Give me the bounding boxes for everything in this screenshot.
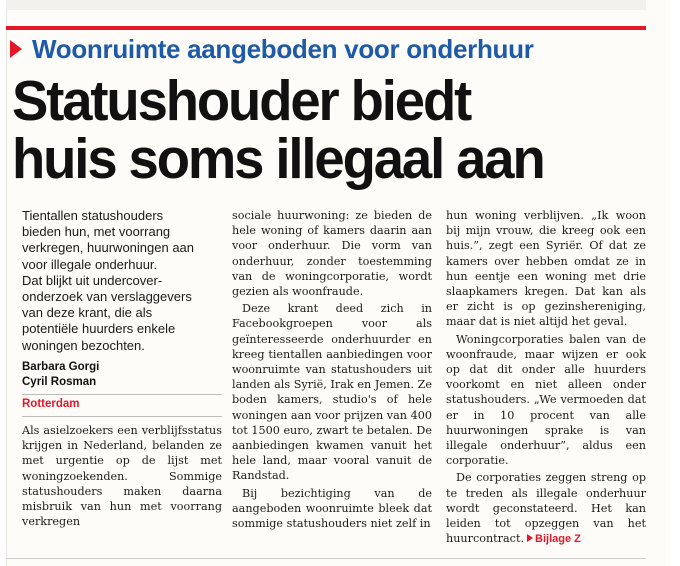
- intro-line: bieden hun, met voorrang: [22, 224, 171, 240]
- kicker: [10, 32, 534, 66]
- reference-arrow-icon: [527, 534, 533, 542]
- paragraph: [446, 470, 646, 547]
- column-1: [22, 208, 222, 531]
- column-2: [232, 208, 432, 533]
- paragraph-text: De corporaties zeggen streng op te treden als illegale onderhuur wordt geconstateerd. Het kan leiden tot opzeggen van het huurcontract.: [446, 471, 646, 546]
- author-name: Barbara Gorgi: [22, 360, 100, 373]
- paragraph: Bij bezichtiging van de aangeboden woonruimte bleek dat sommige statushouders niet zelf in: [232, 486, 432, 531]
- intro-line: voor illegale onderhuur.: [22, 256, 158, 272]
- paragraph: Als asielzoekers een verblijfsstatus krijgen in Nederland, belanden ze met urgentie op de lijst met woningzoekenden. Sommige statushouders maken daarna misbruik van hun met voorrang verkregen: [22, 424, 222, 529]
- intro-line: woningen bezochten.: [22, 337, 145, 353]
- bottom-rule: [6, 558, 646, 559]
- author-name: Cyril Rosman: [22, 375, 97, 388]
- dateline-place: Rotterdam: [22, 394, 222, 417]
- column-1-body: [22, 423, 222, 529]
- headline: [12, 69, 642, 191]
- intro-line: Dat blijkt uit undercover-: [22, 272, 163, 288]
- paragraph: hun woning verblijven. „Ik woon bij mijn vrouw, die kreeg ook een huis.”, zegt een Syriër. Of dat ze kamers over hebben omdat ze in hun eentje een woning met drie slaapkamers kregen. Dat kan als er zicht is op gezinshereniging, maar dat is niet altijd het geval.: [446, 209, 646, 329]
- intro-line: Tientallen statushouders: [22, 208, 164, 223]
- intro-line: verkregen, huurwoningen aan: [22, 240, 195, 256]
- headline-line-1: Statushouder biedt: [12, 69, 471, 133]
- column-3: [446, 208, 646, 549]
- paragraph: sociale huurwoning: ze bieden de hele woning of kamers daarin aan voor onderhuur. Die vorm van onderhuur, zonder toestemming van de woningcorporatie, wordt gezien als woonfraude.: [232, 209, 432, 299]
- intro: [22, 208, 222, 354]
- headline-line-2: huis soms illegaal aan: [12, 127, 544, 191]
- reference: [524, 533, 581, 545]
- kicker-text: Woonruimte aangeboden voor onderhuur: [32, 33, 534, 64]
- intro-line: potentiële huurders enkele: [22, 321, 176, 337]
- page-top-strip: [6, 0, 646, 10]
- kicker-top-rule: [6, 26, 646, 30]
- byline: [22, 360, 222, 390]
- paragraph: Woningcorporaties balen van de woonfraude, maar wijzen er ook op dat dit onder alle huurders voorkomt en niet alleen onder statushouders. „We vermoeden dat er in 10 procent van alle huurwoningen sprake is van illegale onderhuur”, aldus een corporatie.: [446, 332, 646, 468]
- intro-line: van deze krant, die als: [22, 305, 153, 321]
- reference-label: Bijlage Z: [535, 533, 581, 546]
- kicker-arrow-icon: [10, 40, 22, 58]
- intro-line: onderzoek van verslaggevers: [22, 289, 192, 305]
- paragraph: Deze krant deed zich in Facebookgroepen voor als geïnteresseerde onderhuurder en kreeg tientallen aanbiedingen voor woonruimte van statushouders uit landen als Syrië, Irak en Jemen. Ze boden kamers, studio's of hele woningen aan voor prijzen van 400 tot 1500 euro, zwart te betalen. De aanbiedingen kwamen vanuit het hele land, maar vooral vanuit de Randstad.: [232, 302, 432, 483]
